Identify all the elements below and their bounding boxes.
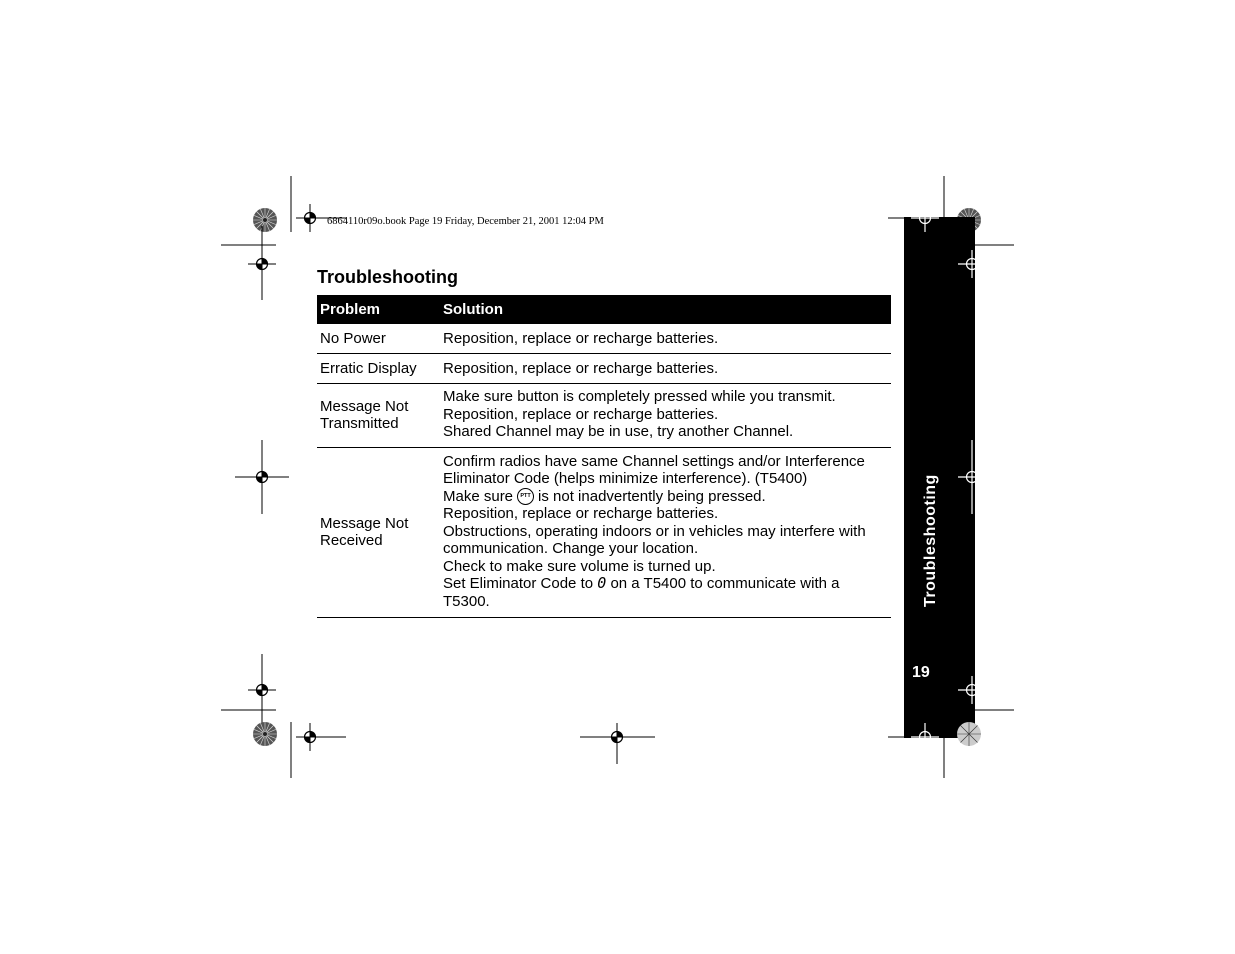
solution-line: Make sure button is completely pressed while you transmit. bbox=[443, 388, 836, 405]
solution-line: Eliminator Code (helps minimize interference). (T5400) bbox=[443, 470, 808, 487]
solution-line: communication. Change your location. bbox=[443, 540, 699, 558]
solution-line bbox=[443, 575, 891, 593]
solution-cell bbox=[443, 384, 891, 448]
solution-line: Confirm radios have same Channel settings and/or Interference bbox=[443, 452, 865, 470]
solution-line: T5300. bbox=[443, 592, 490, 610]
solution-line bbox=[443, 488, 891, 506]
table-row bbox=[317, 354, 891, 384]
make-sure-text: Make sure bbox=[443, 487, 514, 505]
problem-line: Transmitted bbox=[320, 415, 399, 433]
page-header-line: 6864110r09o.book Page 19 Friday, December 21, 2001 12:04 PM bbox=[327, 216, 604, 227]
solution-line: Obstructions, operating indoors or in vehicles may interfere with bbox=[443, 522, 866, 540]
make-sure-rest-text: is not inadvertently being pressed. bbox=[538, 487, 766, 505]
starburst-target-icon bbox=[253, 722, 277, 746]
section-title: Troubleshooting bbox=[317, 267, 458, 287]
problem-line: Message Not bbox=[320, 515, 409, 533]
ptt-button-icon: PTT bbox=[517, 488, 534, 505]
header-solution: Solution bbox=[443, 295, 891, 324]
side-tab-title: Troubleshooting bbox=[922, 474, 939, 607]
troubleshooting-table bbox=[317, 295, 891, 618]
solution-cell: Reposition, replace or recharge batteries. bbox=[443, 359, 719, 377]
table-row bbox=[317, 324, 891, 354]
solution-line: Shared Channel may be in use, try another Channel. bbox=[443, 423, 794, 440]
problem-cell: No Power bbox=[320, 330, 386, 347]
set-code-text: Set Eliminator Code to bbox=[443, 575, 594, 593]
header-problem: Problem bbox=[317, 295, 443, 324]
solution-line: Reposition, replace or recharge batteries. bbox=[443, 505, 719, 523]
solution-line: Check to make sure volume is turned up. bbox=[443, 557, 716, 575]
problem-cell bbox=[317, 447, 443, 618]
solution-cell: Reposition, replace or recharge batteries. bbox=[443, 329, 719, 347]
table-row bbox=[317, 384, 891, 448]
problem-cell: Erratic Display bbox=[320, 360, 417, 377]
page-number: 19 bbox=[912, 664, 930, 681]
set-code-rest-text: on a T5400 to communicate with a bbox=[610, 575, 840, 593]
table-header-row bbox=[317, 295, 891, 324]
problem-line: Message Not bbox=[320, 398, 409, 416]
problem-line: Received bbox=[320, 532, 383, 550]
starburst-target-icon bbox=[253, 208, 277, 232]
solution-cell bbox=[443, 447, 891, 618]
eliminator-code-value: 0 bbox=[597, 574, 607, 593]
table-row bbox=[317, 447, 891, 618]
solution-line: Reposition, replace or recharge batteries. bbox=[443, 405, 719, 423]
problem-cell bbox=[317, 384, 443, 448]
